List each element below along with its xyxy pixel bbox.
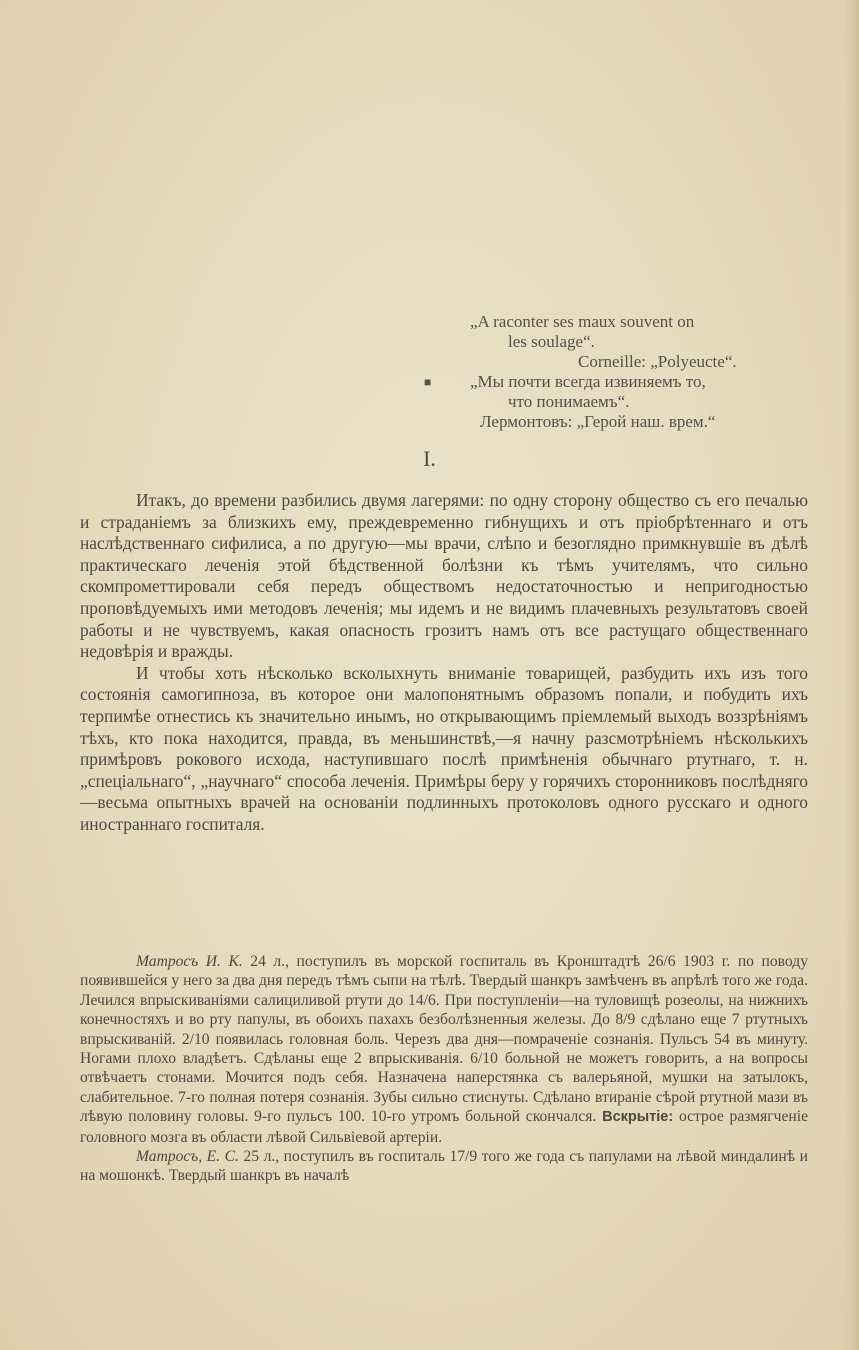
case-1-autopsy-text: острое размягченіе головного мозга въ области лѣвой Сильвіевой артеріи. bbox=[80, 1108, 808, 1146]
page-edge-shadow bbox=[845, 0, 859, 1350]
case-1-name: Матросъ И. К. bbox=[136, 953, 243, 970]
epigraph-russian-line-1: „Мы почти всегда извиняемъ то, bbox=[470, 372, 706, 391]
epigraph-russian-author: Лермонтовъ: „Герой наш. врем.“ bbox=[480, 412, 716, 431]
case-report-2 bbox=[80, 1147, 808, 1186]
epigraph-french-author: Corneille: „Polyeucte“. bbox=[578, 352, 737, 371]
epigraph-french-line-1: „A raconter ses maux souvent on bbox=[470, 312, 695, 331]
main-text bbox=[80, 490, 808, 836]
epigraph-russian-line-1-wrap bbox=[424, 372, 830, 392]
epigraph bbox=[424, 312, 830, 432]
paragraph-1: Итакъ, до времени разбились двумя лагерями: по одну сторону общество съ его печалью и страданіемъ за близкихъ ему, преждевременно гибнущихъ и отъ пріобрѣтеннаго и отъ наслѣдственнаго сифилиса, а по другую—мы врачи, слѣпо и безоглядно примкнувшіе въ дѣлѣ практическаго леченія этой бѣдственной болѣзни къ тѣмъ учителямъ, что сильно скомпрометтировали себя передъ обществомъ недостаточностью и непригодностью проповѣдуемыхъ ими методовъ леченія; мы идемъ и не видимъ плачевныхъ результатовъ своей работы и не чувствуемъ, какая опасность грозитъ намъ отъ все растущаго общественнаго недовѣрія и вражды. bbox=[80, 490, 808, 662]
case-2-text: 25 л., поступилъ въ госпиталь 17/9 того же года съ папулами на лѣвой миндалинѣ и на мошонкѣ. Твердый шанкръ въ началѣ bbox=[80, 1148, 809, 1185]
paragraph-2: И чтобы хоть нѣсколько всколыхнуть вниманіе товарищей, разбудить ихъ изъ того состоянія самогипноза, въ которое они малопонятнымъ образомъ попали, и побудить ихъ терпимѣе отнестись къ значительно инымъ, но открывающимъ пріемлемый выходъ воззрѣніямъ тѣхъ, кто пока находится, правда, въ меньшинствѣ,—я начну разсмотрѣніемъ нѣсколькихъ примѣровъ рокового исхода, наступившаго послѣ примѣненія обычнаго ртутнаго, т. н. „спеціальнаго“, „научнаго“ способа леченія. Примѣры беру у горячихъ сторонниковъ послѣдняго—весьма опытныхъ врачей на основаніи подлинныхъ протоколовъ одного русскаго и одного иностраннаго госпиталя. bbox=[80, 662, 808, 834]
case-report-1 bbox=[80, 952, 808, 1147]
case-1-text: 24 л., поступилъ въ морской госпиталь въ Кронштадтѣ 26/6 1903 г. по поводу появившейся у него за два дня передъ тѣмъ сыпи на тѣлѣ. Твердый шанкръ замѣченъ въ апрѣлѣ того же года. Лечился впрыскиваніями салициливой ртути до 14/6. При поступленіи—на туловищѣ розеолы, на нижнихъ конечностяхъ и во рту папулы, въ обоихъ пахахъ безболѣзненныя железы. До 8/9 сдѣлано еще 7 ртутныхъ впрыскиваній. 2/10 появилась головная боль. Черезъ два дня—помраченіе сознанія. Пульсъ 54 въ минуту. Ногами плохо владѣетъ. Сдѣланы еще 2 впрыскиванія. 6/10 больной не можетъ говорить, а на вопросы отвѣчаетъ стонами. Мочится подъ себя. Назначена наперстянка съ валерьяной, мушки на затылокъ, слабительное. 7-го полная потеря сознанія. Зубы сильно стиснуты. Сдѣлано втираніе сѣрой ртутной мази въ лѣвую половину головы. 9-го пульсъ 100. 10-го утромъ больной скончался. bbox=[80, 953, 808, 1126]
case-2-name: Матросъ, Е. С. bbox=[136, 1148, 239, 1166]
chapter-number: I. bbox=[423, 446, 436, 471]
epigraph-russian-line-2: что понимаемъ“. bbox=[508, 392, 630, 411]
case-reports bbox=[80, 952, 808, 1186]
epigraph-french-line-2: les soulage“. bbox=[508, 332, 595, 351]
bullet-mark-icon: ■ bbox=[424, 375, 432, 389]
case-1-autopsy-label: Вскрытіе: bbox=[602, 1109, 674, 1126]
